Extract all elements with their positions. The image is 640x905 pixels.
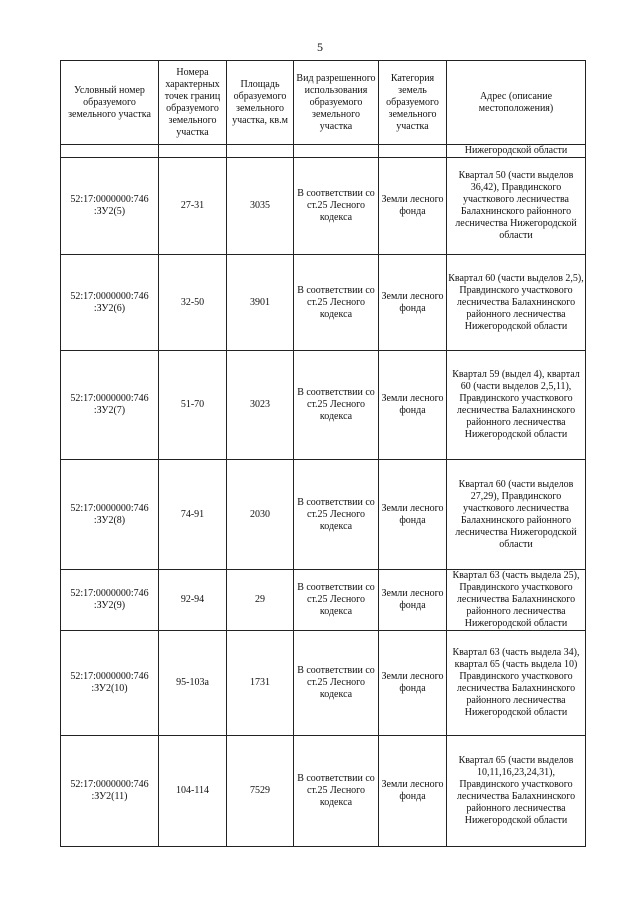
header-points: Номера характерных точек границ образуемого земельного участка (159, 61, 227, 145)
cell-cadastral: 52:17:0000000:746 :ЗУ2(7) (61, 351, 159, 460)
cell-category: Земли лесного фонда (379, 460, 447, 570)
cell-cadastral: 52:17:0000000:746 :ЗУ2(11) (61, 736, 159, 847)
table-row (61, 351, 586, 460)
page-number: 5 (317, 40, 323, 54)
table-row (61, 631, 586, 736)
cell-area: 29 (227, 570, 294, 631)
cell-area: 2030 (227, 460, 294, 570)
cell-category: Земли лесного фонда (379, 158, 447, 255)
table-row (61, 255, 586, 351)
cell-cadastral: 52:17:0000000:746 :ЗУ2(10) (61, 631, 159, 736)
cell-cadastral: 52:17:0000000:746 :ЗУ2(6) (61, 255, 159, 351)
cell-area: 7529 (227, 736, 294, 847)
cell-category: Земли лесного фонда (379, 570, 447, 631)
cell-address: Квартал 65 (части выделов 10,11,16,23,24,31), Правдинского участкового лесничества Балахнинского районного лесничества Нижегородской области (447, 736, 586, 847)
cell-points: 95-103а (159, 631, 227, 736)
cell-area: 3901 (227, 255, 294, 351)
cell-address: Квартал 63 (часть выдела 34), квартал 65 (часть выдела 10) Правдинского участкового лесничества Балахнинского районного лесничества Нижегородской области (447, 631, 586, 736)
cell-usage: В соответствии со ст.25 Лесного кодекса (294, 631, 379, 736)
cell-area: 3035 (227, 158, 294, 255)
cell-address: Нижегородской области (447, 145, 586, 158)
header-category: Категория земель образуемого земельного участка (379, 61, 447, 145)
table-row (61, 158, 586, 255)
table-row (61, 570, 586, 631)
cell-address: Квартал 60 (части выделов 27,29), Правдинского участкового лесничества Балахнинского районного лесничества Нижегородской области (447, 460, 586, 570)
cell-category: Земли лесного фонда (379, 631, 447, 736)
header-address: Адрес (описание местоположения) (447, 61, 586, 145)
cell-area: 3023 (227, 351, 294, 460)
cell-address: Квартал 59 (выдел 4), квартал 60 (части выделов 2,5,11), Правдинского участкового лесничества Балахнинского районного лесничества Нижегородской области (447, 351, 586, 460)
cell-points: 32-50 (159, 255, 227, 351)
cell-points: 74-91 (159, 460, 227, 570)
cell-cadastral: 52:17:0000000:746 :ЗУ2(8) (61, 460, 159, 570)
header-area: Площадь образуемого земельного участка, кв.м (227, 61, 294, 145)
cell-category: Земли лесного фонда (379, 255, 447, 351)
cell-address: Квартал 63 (часть выдела 25), Правдинского участкового лесничества Балахнинского районного лесничества Нижегородской области (447, 570, 586, 631)
table-row (61, 736, 586, 847)
cell-category: Земли лесного фонда (379, 736, 447, 847)
cell-usage: В соответствии со ст.25 Лесного кодекса (294, 736, 379, 847)
cell-points: 92-94 (159, 570, 227, 631)
cell-category: Земли лесного фонда (379, 351, 447, 460)
cell-usage: В соответствии со ст.25 Лесного кодекса (294, 351, 379, 460)
header-cadastral: Условный номер образуемого земельного участка (61, 61, 159, 145)
cell-points: 27-31 (159, 158, 227, 255)
cell-usage: В соответствии со ст.25 Лесного кодекса (294, 255, 379, 351)
table-row (61, 460, 586, 570)
table-row-continuation (61, 145, 586, 158)
cell-cadastral: 52:17:0000000:746 :ЗУ2(9) (61, 570, 159, 631)
cell-area: 1731 (227, 631, 294, 736)
cell-address: Квартал 60 (части выделов 2,5), Правдинского участкового лесничества Балахнинского районного лесничества Нижегородской области (447, 255, 586, 351)
cell-address: Квартал 50 (части выделов 36,42), Правдинского участкового лесничества Балахнинского районного лесничества Нижегородской области (447, 158, 586, 255)
cell-cadastral: 52:17:0000000:746 :ЗУ2(5) (61, 158, 159, 255)
cell-usage: В соответствии со ст.25 Лесного кодекса (294, 460, 379, 570)
cell-usage: В соответствии со ст.25 Лесного кодекса (294, 158, 379, 255)
header-usage: Вид разрешенного использования образуемого земельного участка (294, 61, 379, 145)
cell-points: 104-114 (159, 736, 227, 847)
cell-usage: В соответствии со ст.25 Лесного кодекса (294, 570, 379, 631)
land-plots-table (60, 60, 586, 847)
table-header-row (61, 61, 586, 145)
cell-points: 51-70 (159, 351, 227, 460)
